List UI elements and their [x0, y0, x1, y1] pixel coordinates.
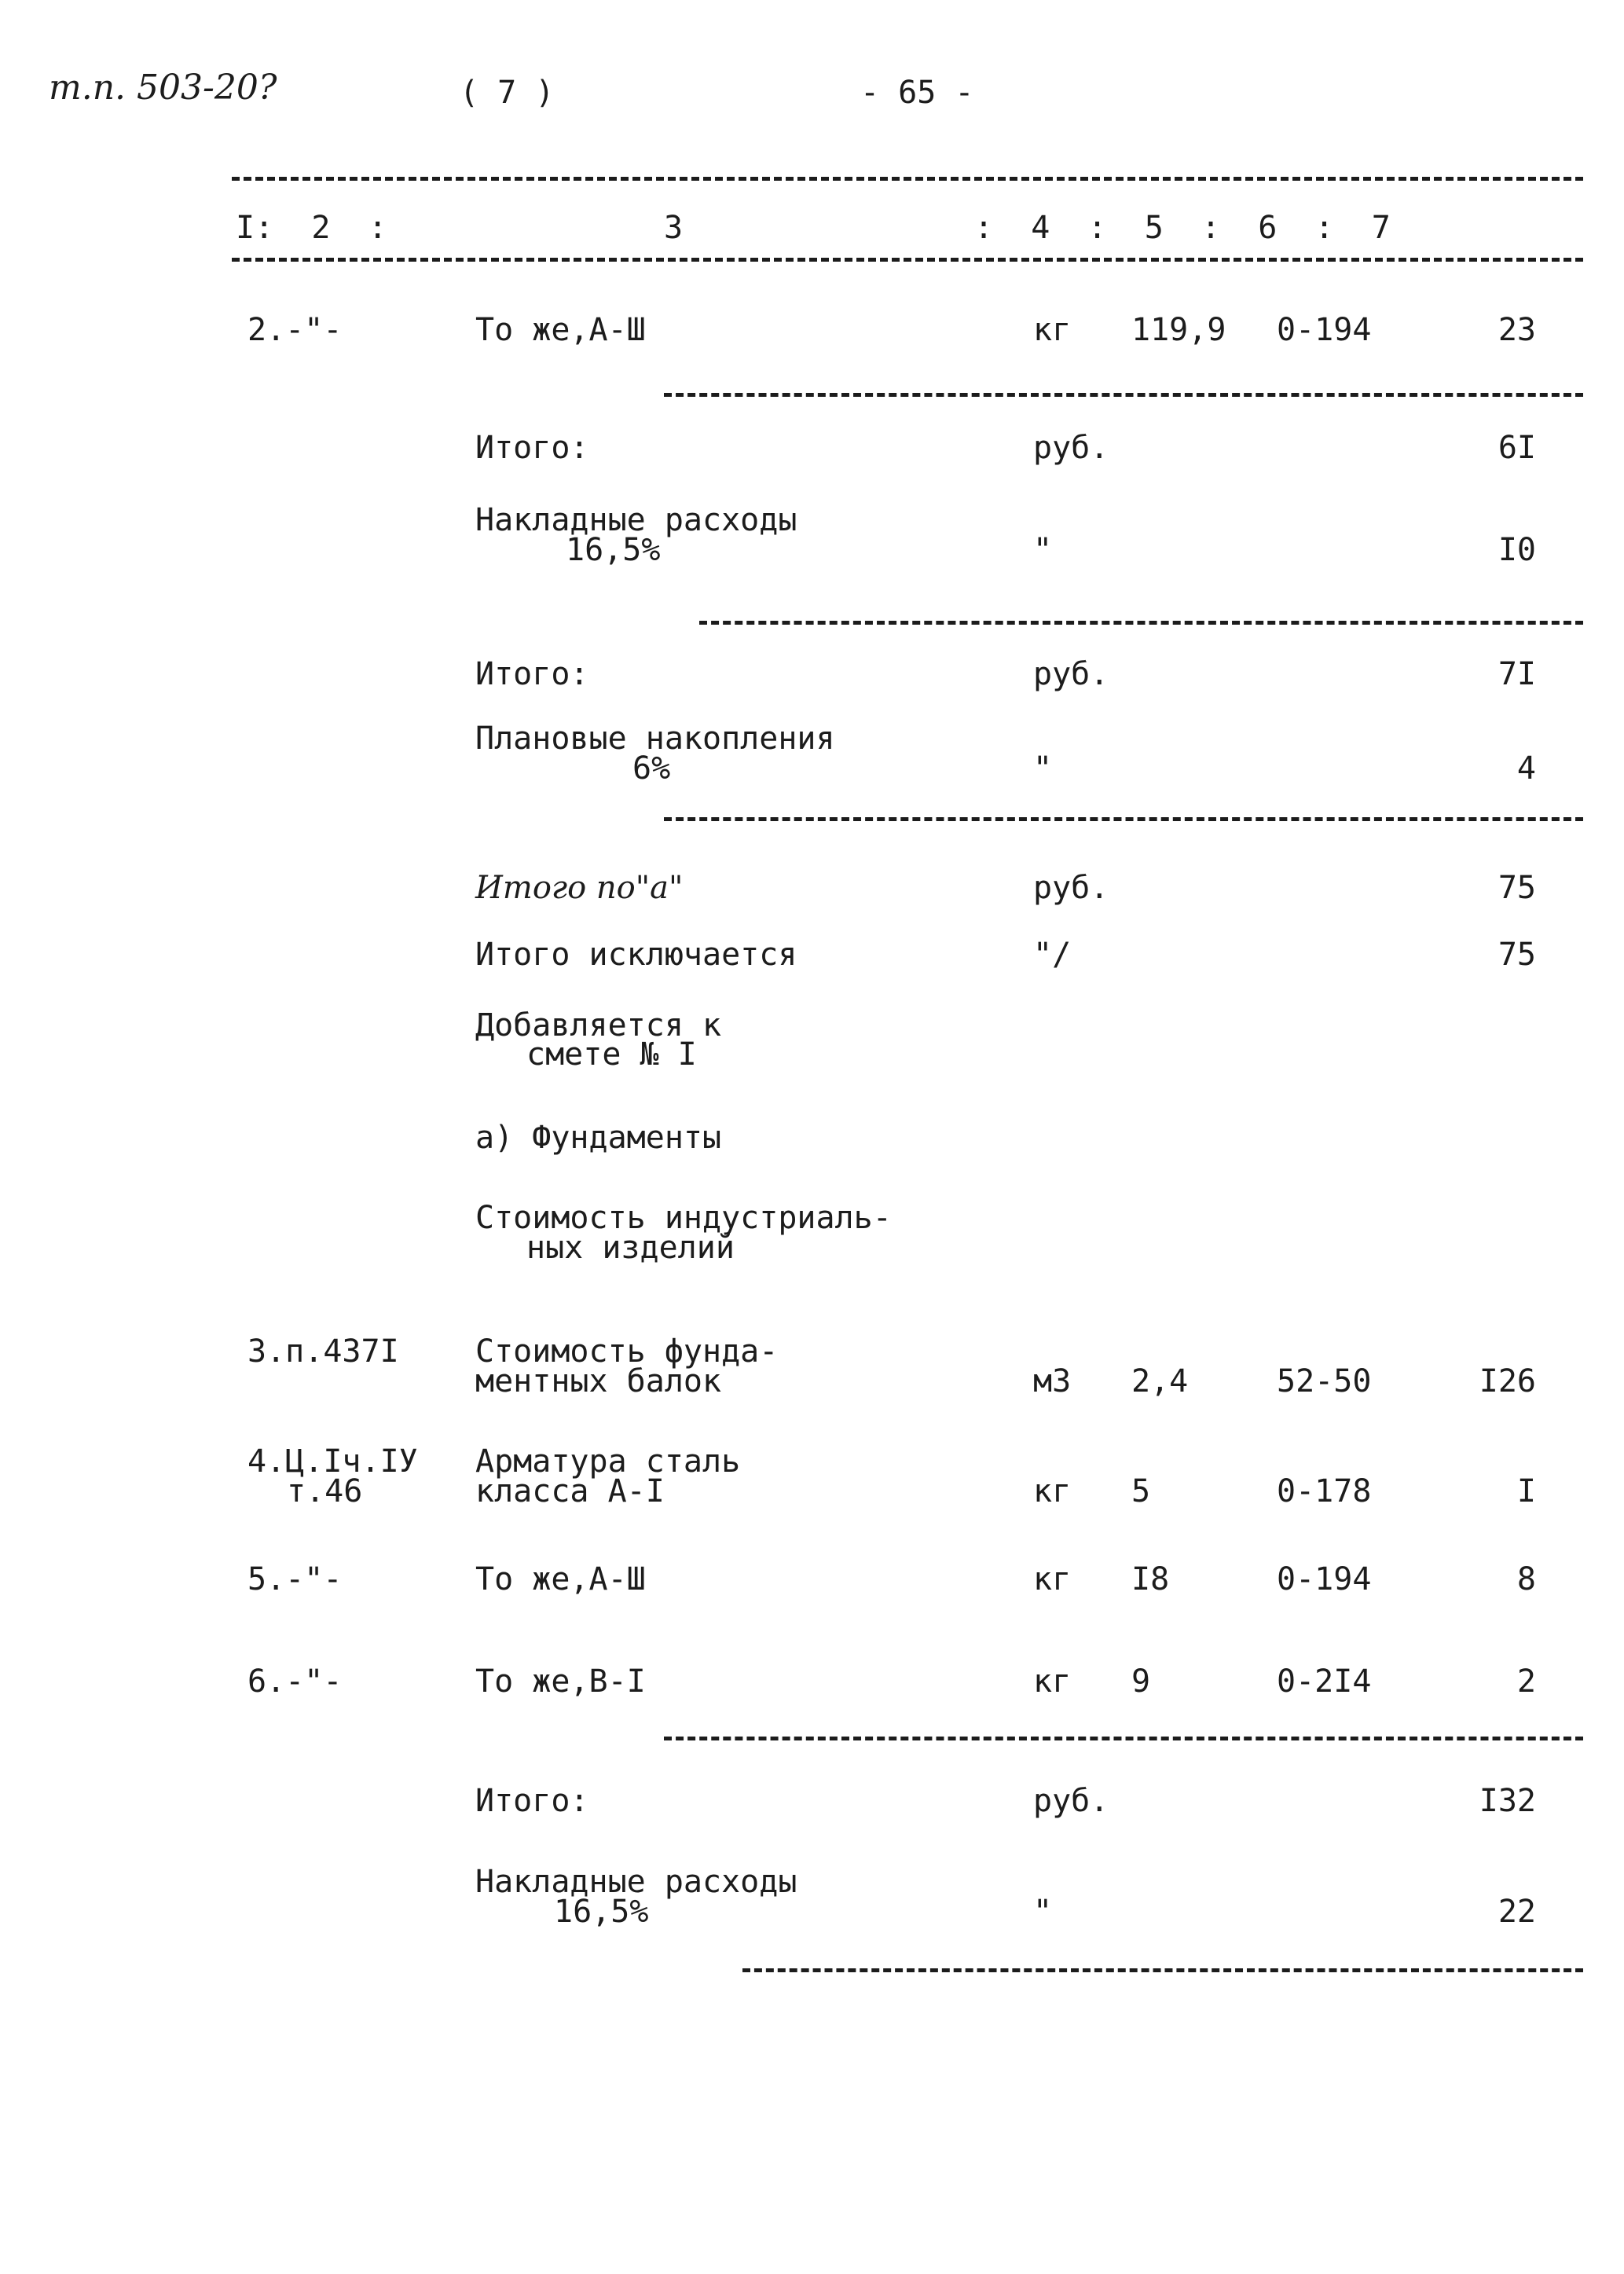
section-number: ( 7 )	[460, 75, 555, 111]
item-name: Плановые накопления	[475, 721, 835, 757]
row-number: 4.Ц.Iч.IУ	[247, 1443, 418, 1480]
quantity: 5	[1131, 1473, 1151, 1509]
unit: руб.	[1033, 656, 1109, 692]
item-name-continuation: 16,5%	[554, 1894, 649, 1930]
unit: "	[1033, 750, 1053, 787]
column-header-3: 3	[664, 210, 684, 246]
quantity: 9	[1131, 1663, 1151, 1700]
item-name-continuation: 6%	[632, 750, 671, 787]
unit: руб.	[1033, 870, 1109, 906]
page-number: - 65 -	[860, 75, 974, 111]
unit: руб.	[1033, 1783, 1109, 1819]
total-value: 22	[1498, 1894, 1536, 1930]
rule-subtotal	[664, 393, 1583, 397]
item-name: Стоимость фунда-	[475, 1333, 779, 1370]
unit-price: 0-194	[1277, 312, 1372, 348]
document-code: т.п. 503-20?	[49, 68, 277, 108]
item-name-continuation: ментных балок	[475, 1363, 722, 1399]
quantity: 119,9	[1131, 312, 1226, 348]
item-name: То же,В-I	[475, 1663, 646, 1700]
item-name: Итого:	[475, 430, 589, 466]
item-name: Добавляется к	[475, 1007, 722, 1043]
item-name-continuation: ных изделий	[526, 1230, 735, 1266]
total-value: I32	[1479, 1783, 1536, 1819]
rule-subtotal	[699, 621, 1583, 625]
item-name: Накладные расходы	[475, 502, 797, 538]
row-number: 2.-"-	[247, 312, 343, 348]
column-header-right: : 4 : 5 : 6 : 7	[974, 210, 1391, 246]
item-name: Итого:	[475, 656, 589, 692]
unit-price: 52-50	[1277, 1363, 1372, 1399]
total-value: I	[1516, 1473, 1536, 1509]
rule-header-bottom	[232, 258, 1583, 262]
total-value: 75	[1498, 870, 1536, 906]
unit-price: 0-194	[1277, 1561, 1372, 1597]
unit: кг	[1033, 1663, 1072, 1700]
section-heading: а) Фундаменты	[475, 1120, 722, 1156]
unit: "	[1033, 532, 1053, 568]
item-name: То же,А-Ш	[475, 1561, 646, 1597]
row-number-continuation: т.46	[287, 1473, 363, 1509]
unit: "/	[1033, 937, 1072, 973]
item-name: То же,А-Ш	[475, 312, 646, 348]
item-name-continuation: смете № I	[526, 1036, 697, 1073]
total-value: 7I	[1498, 656, 1536, 692]
total-value: I26	[1479, 1363, 1536, 1399]
row-number: 6.-"-	[247, 1663, 343, 1700]
unit-price: 0-2I4	[1277, 1663, 1372, 1700]
unit: "	[1033, 1894, 1053, 1930]
column-header-left: I: 2 :	[236, 210, 387, 246]
total-value: 4	[1516, 750, 1536, 787]
total-value: 23	[1498, 312, 1536, 348]
total-value: 6I	[1498, 430, 1536, 466]
unit: кг	[1033, 1473, 1072, 1509]
total-value: 2	[1516, 1663, 1536, 1700]
unit-price: 0-178	[1277, 1473, 1372, 1509]
item-name: Итого исключается	[475, 937, 797, 973]
unit: кг	[1033, 1561, 1072, 1597]
item-name-continuation: класса А-I	[475, 1473, 665, 1509]
rule-top	[232, 177, 1583, 181]
item-name-continuation: 16,5%	[566, 532, 661, 568]
rule-subtotal	[664, 1737, 1583, 1740]
rule-subtotal	[664, 817, 1583, 821]
item-name: Арматура сталь	[475, 1443, 741, 1480]
total-value: 75	[1498, 937, 1536, 973]
unit: кг	[1033, 312, 1072, 348]
row-number: 3.п.437I	[247, 1333, 399, 1370]
item-name: Накладные расходы	[475, 1864, 797, 1900]
unit: м3	[1033, 1363, 1072, 1399]
unit: руб.	[1033, 430, 1109, 466]
total-value: 8	[1516, 1561, 1536, 1597]
item-name: Итого по"а"	[475, 870, 684, 906]
row-number: 5.-"-	[247, 1561, 343, 1597]
rule-bottom	[742, 1968, 1583, 1972]
quantity: I8	[1131, 1561, 1170, 1597]
item-name: Стоимость индустриаль-	[475, 1200, 892, 1236]
item-name: Итого:	[475, 1783, 589, 1819]
quantity: 2,4	[1131, 1363, 1189, 1399]
total-value: I0	[1498, 532, 1536, 568]
